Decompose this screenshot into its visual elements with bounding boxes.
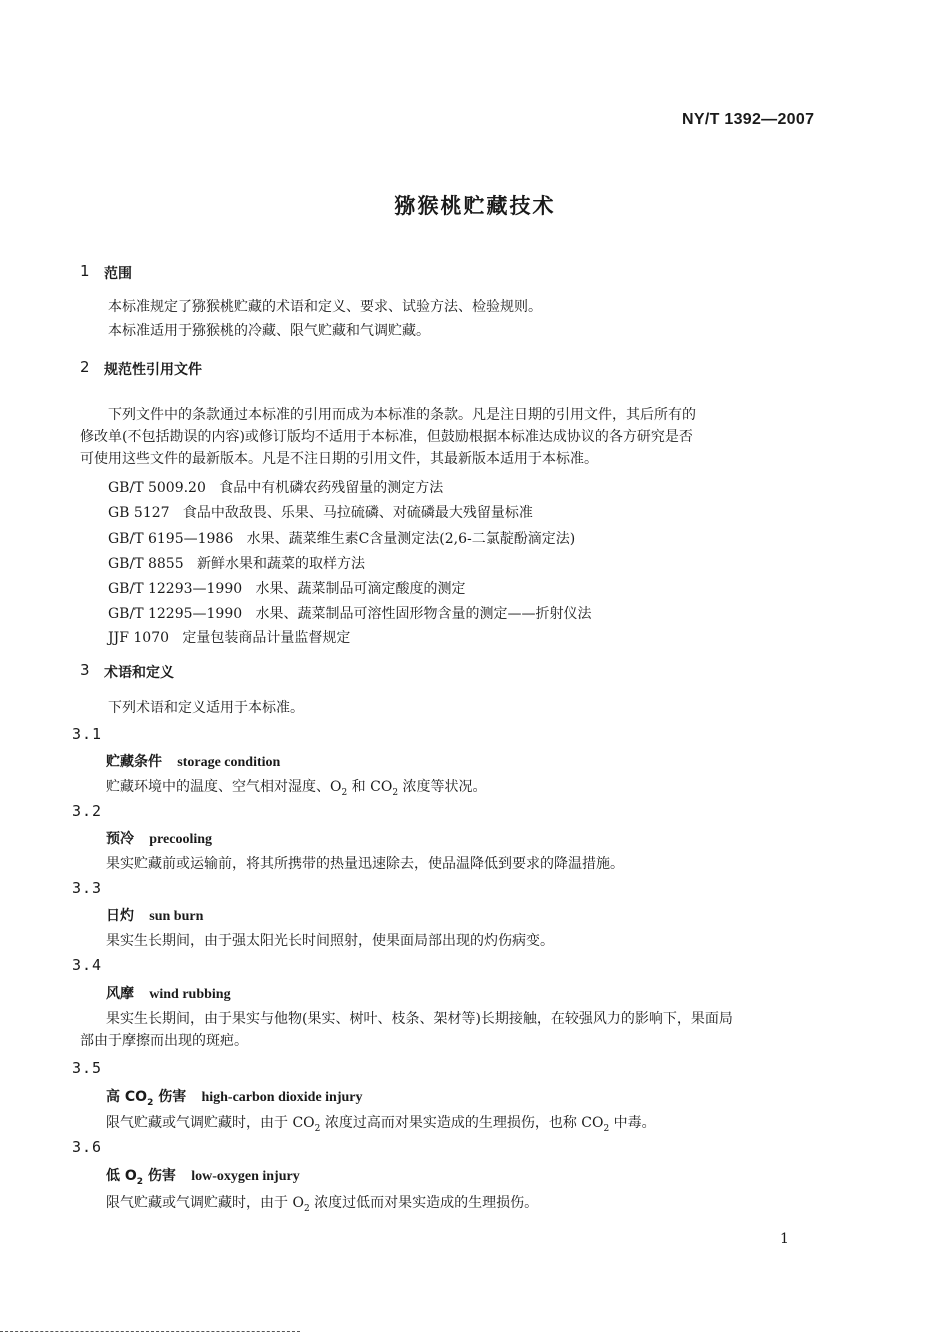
section-3-title: 术语和定义 xyxy=(104,665,174,681)
term-heading xyxy=(106,1165,300,1187)
reference-item xyxy=(108,528,575,548)
term-chinese: 风摩 xyxy=(106,986,134,1002)
definition-line-2: 部由于摩擦而出现的斑疤。 xyxy=(80,1033,248,1049)
term-definition: 果实生长期间，由于强太阳光长时间照射，使果面局部出现的灼伤病变。 xyxy=(106,933,554,949)
reference-code: GB/T 12293—1990 xyxy=(108,581,243,597)
term-english: storage condition xyxy=(177,755,281,770)
definition-text: 限气贮藏或气调贮藏时，由于 CO xyxy=(106,1115,315,1131)
reference-code: GB/T 12295—1990 xyxy=(108,606,243,622)
definition-text: 和 CO xyxy=(347,779,393,795)
section-2-title: 规范性引用文件 xyxy=(104,362,202,378)
section-1-paragraph-1: 本标准规定了猕猴桃贮藏的术语和定义、要求、试验方法、检验规则。 xyxy=(108,299,542,315)
section-2-intro xyxy=(80,404,810,470)
reference-name: 食品中敌敌畏、乐果、马拉硫磷、对硫磷最大残留量标准 xyxy=(182,505,533,521)
term-definition: 果实贮藏前或运输前，将其所携带的热量迅速除去，使品温降低到要求的降温措施。 xyxy=(106,856,624,872)
reference-item xyxy=(108,477,443,497)
subscript: 2 xyxy=(303,1203,310,1214)
section-3-intro: 下列术语和定义适用于本标准。 xyxy=(108,700,304,716)
term-number: 3.1 xyxy=(72,725,103,743)
subscript: 2 xyxy=(603,1123,610,1134)
term-heading xyxy=(106,828,212,848)
reference-name: 水果、蔬菜制品可滴定酸度的测定 xyxy=(255,581,466,597)
subscript: 2 xyxy=(392,787,399,798)
reference-item xyxy=(108,553,365,573)
term-number: 3.6 xyxy=(72,1138,103,1156)
section-1-paragraph-2: 本标准适用于猕猴桃的冷藏、限气贮藏和气调贮藏。 xyxy=(108,323,430,339)
section-2-intro-line-2: 修改单(不包括勘误的内容)或修订版均不适用于本标准，但鼓励根据本标准达成协议的各方研究是否 xyxy=(80,429,693,445)
section-3-number: 3 xyxy=(80,661,90,679)
reference-code: GB/T 8855 xyxy=(108,556,184,572)
reference-name: 新鲜水果和蔬菜的取样方法 xyxy=(196,556,365,572)
term-chinese: 低 $O_2$ 伤害 xyxy=(106,1168,176,1187)
term-chinese: 预冷 xyxy=(106,831,134,847)
term-english: high-carbon dioxide injury xyxy=(201,1090,363,1105)
reference-item xyxy=(108,627,350,647)
reference-name: 水果、蔬菜维生素C含量测定法(2,6-二氯靛酚滴定法) xyxy=(246,531,576,547)
term-heading xyxy=(106,751,280,771)
term-number: 3.3 xyxy=(72,879,103,897)
standard-number: NY/T 1392—2007 xyxy=(682,111,815,128)
term-heading xyxy=(106,983,231,1003)
term-definition xyxy=(106,1193,538,1219)
term-number: 3.4 xyxy=(72,956,103,974)
definition-line-1: 果实生长期间，由于果实与他物(果实、树叶、枝条、架材等)长期接触，在较强风力的影响下，果面局 xyxy=(106,1011,733,1027)
term-english: precooling xyxy=(149,832,213,847)
reference-name: 水果、蔬菜制品可溶性固形物含量的测定——折射仪法 xyxy=(255,606,592,622)
reference-code: JJF 1070 xyxy=(108,630,170,646)
term-number: 3.5 xyxy=(72,1059,103,1077)
subscript: 2 xyxy=(341,787,348,798)
section-2-intro-line-1: 下列文件中的条款通过本标准的引用而成为本标准的条款。凡是注日期的引用文件，其后所有的 xyxy=(108,407,696,423)
page-number: 1 xyxy=(780,1231,789,1247)
reference-name: 定量包装商品计量监督规定 xyxy=(182,630,351,646)
definition-text: 限气贮藏或气调贮藏时，由于 O xyxy=(106,1195,304,1211)
term-english: low-oxygen injury xyxy=(191,1169,300,1184)
reference-item xyxy=(108,578,466,598)
section-1-number: 1 xyxy=(80,262,90,280)
definition-text: 浓度过高而对果实造成的生理损伤，也称 CO xyxy=(320,1115,604,1131)
reference-item xyxy=(108,502,533,522)
term-chinese: 贮藏条件 xyxy=(106,754,162,770)
definition-text: 贮藏环境中的温度、空气相对湿度、O xyxy=(106,779,342,795)
reference-code: GB 5127 xyxy=(108,505,170,521)
term-definition xyxy=(106,1113,656,1139)
reference-item xyxy=(108,603,592,623)
term-english: sun burn xyxy=(149,909,204,924)
definition-text: 浓度等状况。 xyxy=(398,779,487,795)
term-definition xyxy=(106,777,487,803)
definition-text: 浓度过低而对果实造成的生理损伤。 xyxy=(309,1195,539,1211)
subscript: 2 xyxy=(314,1123,321,1134)
term-chinese: 高 $CO_2$ 伤害 xyxy=(106,1089,187,1108)
section-2-intro-line-3: 可使用这些文件的最新版本。凡是不注日期的引用文件，其最新版本适用于本标准。 xyxy=(80,451,598,467)
term-definition xyxy=(80,1008,810,1052)
section-1-title: 范围 xyxy=(104,266,132,282)
term-chinese: 日灼 xyxy=(106,908,134,924)
term-heading xyxy=(106,905,203,925)
reference-name: 食品中有机磷农药残留量的测定方法 xyxy=(219,480,444,496)
term-heading xyxy=(106,1086,363,1108)
definition-text: 中毒。 xyxy=(609,1115,656,1131)
document-title: 猕猴桃贮藏技术 xyxy=(394,194,556,218)
scan-edge-line xyxy=(0,1331,300,1332)
reference-code: GB/T 6195—1986 xyxy=(108,531,234,547)
reference-code: GB/T 5009.20 xyxy=(108,480,206,496)
term-english: wind rubbing xyxy=(149,987,231,1002)
term-number: 3.2 xyxy=(72,802,103,820)
section-2-number: 2 xyxy=(80,358,90,376)
